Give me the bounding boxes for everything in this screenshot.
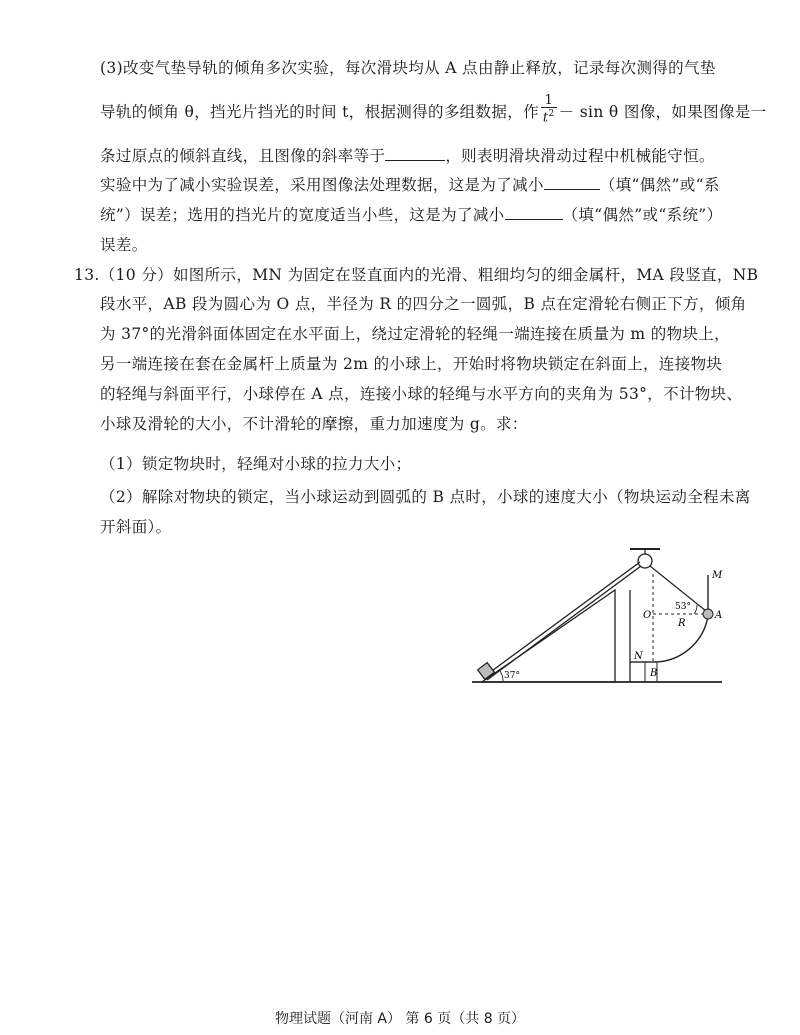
angle-arc-37 — [500, 671, 503, 682]
q13-line1 — [74, 265, 758, 285]
q13-line6: 小球及滑轮的大小，不计滑轮的摩擦，重力加速度为 g。求： — [100, 415, 528, 433]
q12-part3-line2 — [100, 93, 767, 128]
q13-sub2-line2: 开斜面）。 — [100, 518, 172, 536]
answer-blank-slope[interactable] — [385, 146, 445, 161]
q13-line2: 段水平，AB 段为圆心为 O 点，半径为 R 的四分之一圆弧，B 点在定滑轮右侧正下方，倾角 — [100, 295, 747, 313]
label-O: O — [643, 610, 652, 621]
fraction-denominator — [541, 108, 557, 124]
label-A: A — [715, 610, 723, 621]
q12-line4-text-b: （填“偶然”或“系 — [599, 176, 720, 194]
q12-part3-line5 — [100, 205, 722, 225]
fraction-den-exponent: 2 — [548, 109, 555, 119]
page-footer: 物理试题（河南 A） 第 6 页（共 8 页） — [274, 1011, 526, 1027]
q12-line5-text-a: 统”）误差；选用的挡光片的宽度适当小些，这是为了减小 — [100, 206, 505, 224]
label-M: M — [712, 570, 723, 581]
q12-part3-line6: 误差。 — [100, 236, 148, 254]
label-angle-37: 37° — [504, 671, 520, 681]
q12-line5-text-b: （填“偶然”或“系统”） — [562, 206, 723, 224]
label-angle-53: 53° — [675, 602, 691, 612]
label-N: N — [634, 651, 643, 662]
q13-line4: 另一端连接在套在金属杆上质量为 2m 的小球上，开始时将物块锁定在斜面上，连接物块 — [100, 355, 723, 373]
angle-arc-53 — [694, 605, 697, 614]
q13-line5: 的轻绳与斜面平行，小球停在 A 点，连接小球的轻绳与水平方向的夹角为 53°，不计物块、 — [100, 385, 743, 403]
q13-sub1: （1）锁定物块时，轻绳对小球的拉力大小； — [100, 455, 412, 473]
q12-part3-line1: (3)改变气垫导轨的倾角多次实验，每次滑块均从 A 点由静止释放，记录每次测得的气垫 — [100, 59, 716, 77]
q12-line3-text-b: ，则表明滑块滑动过程中机械能守恒。 — [445, 147, 715, 165]
incline-surface — [485, 562, 640, 676]
q13-sub2-line1: （2）解除对物块的锁定，当小球运动到圆弧的 B 点时，小球的速度大小（物块运动全程未离 — [100, 488, 751, 506]
ball-A — [703, 609, 713, 619]
answer-blank-error-type-2[interactable] — [505, 205, 563, 220]
q13-number: 13. — [74, 266, 100, 284]
q12-line4-text-a: 实验中为了减小实验误差，采用图像法处理数据，这是为了减小 — [100, 176, 544, 194]
fraction-den-var: t — [542, 110, 549, 126]
q12-line2-text-a: 导轨的倾角 θ，挡光片挡光的时间 t，根据测得的多组数据，作 — [100, 103, 539, 122]
answer-blank-error-type-1[interactable] — [544, 175, 600, 190]
fraction-numerator: 1 — [541, 94, 557, 108]
q12-line3-text-a: 条过原点的倾斜直线，且图像的斜率等于 — [100, 147, 386, 165]
q13-figure — [460, 540, 740, 700]
incline-surface-inner — [487, 566, 641, 680]
label-R: R — [678, 618, 686, 629]
q12-part3-line4 — [100, 175, 720, 195]
q12-part3-line3 — [100, 146, 715, 166]
q13-line3: 为 37°的光滑斜面体固定在水平面上，绕过定滑轮的轻绳一端连接在质量为 m 的物块上， — [100, 325, 731, 343]
q12-line2-text-b: － sin θ 图像，如果图像是一 — [558, 103, 767, 122]
q13-line1-text: （10 分）如图所示，MN 为固定在竖直面内的光滑、粗细均匀的细金属杆，MA 段竖直，NB — [99, 266, 759, 284]
fraction-one-over-t-squared — [541, 94, 557, 124]
label-B: B — [650, 668, 658, 679]
